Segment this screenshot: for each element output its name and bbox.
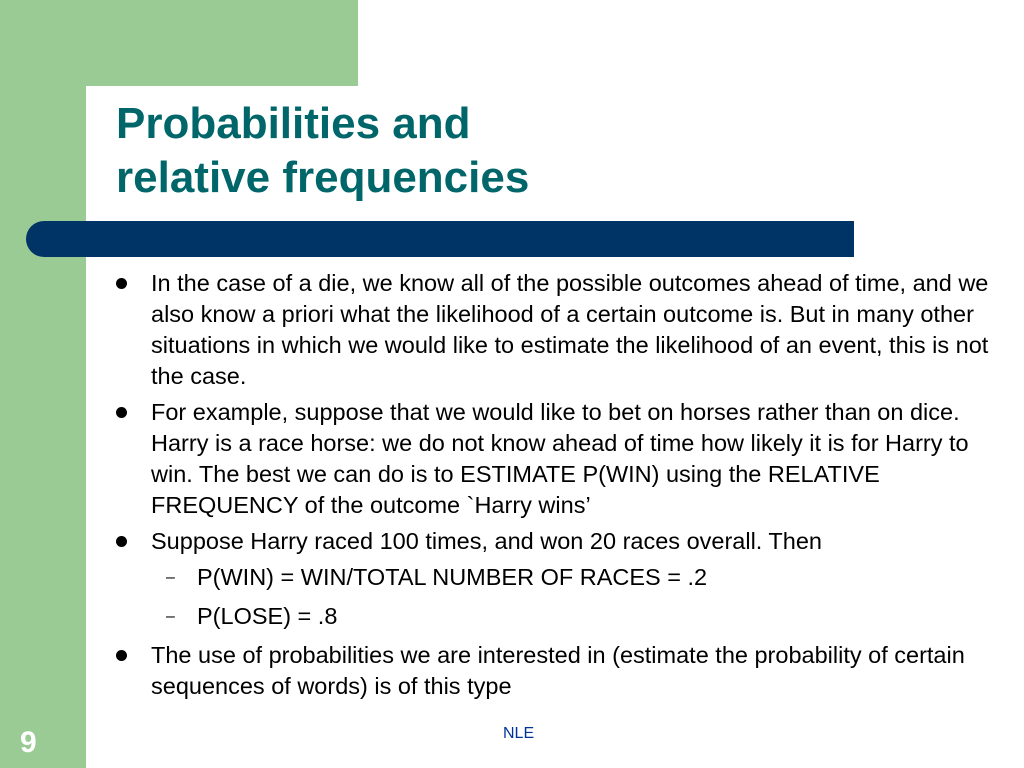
title-line-1: Probabilities and xyxy=(116,99,471,148)
bullet-text: For example, suppose that we would like to bet on horses rather than on dice. Harry is a race horse: we do not know ahead of time how likely it is for Harry to win. The best we can do is to ESTIMATE P(WIN) using the RELATIVE FREQUENCY of the outcome `Harry wins’ xyxy=(151,399,969,518)
sub-bullet-text: P(LOSE) = .8 xyxy=(197,603,338,629)
sub-bullet-item xyxy=(110,562,990,593)
left-green-band xyxy=(0,0,86,768)
title-divider-bar xyxy=(26,221,854,257)
bullet-text: The use of probabilities we are interested in (estimate the probability of certain sequences of words) is of this type xyxy=(151,642,965,699)
bullet-item xyxy=(110,397,990,521)
bullet-dot-icon xyxy=(116,278,127,289)
slide-title xyxy=(116,97,529,205)
slide-body xyxy=(110,268,990,707)
page-number: 9 xyxy=(20,726,37,759)
bullet-dot-icon xyxy=(116,650,127,661)
top-white-area xyxy=(358,0,1024,86)
bullet-item xyxy=(110,268,990,392)
bullet-text: Suppose Harry raced 100 times, and won 20 races overall. Then xyxy=(151,528,822,554)
sub-bullet-item xyxy=(110,601,990,632)
sub-bullet-text: P(WIN) = WIN/TOTAL NUMBER OF RACES = .2 xyxy=(197,564,708,590)
dash-icon: – xyxy=(166,608,175,625)
bullet-item xyxy=(110,526,990,557)
dash-icon: – xyxy=(166,569,175,586)
bullet-dot-icon xyxy=(116,536,127,547)
footer-label: NLE xyxy=(503,725,535,742)
bullet-text: In the case of a die, we know all of the possible outcomes ahead of time, and we also know a priori what the likelihood of a certain outcome is. But in many other situations in which we would like to estimate the likelihood of an event, this is not the case. xyxy=(151,270,989,389)
title-line-2: relative frequencies xyxy=(116,153,530,202)
bullet-dot-icon xyxy=(116,407,127,418)
bullet-item xyxy=(110,640,990,702)
top-green-band xyxy=(0,0,358,86)
